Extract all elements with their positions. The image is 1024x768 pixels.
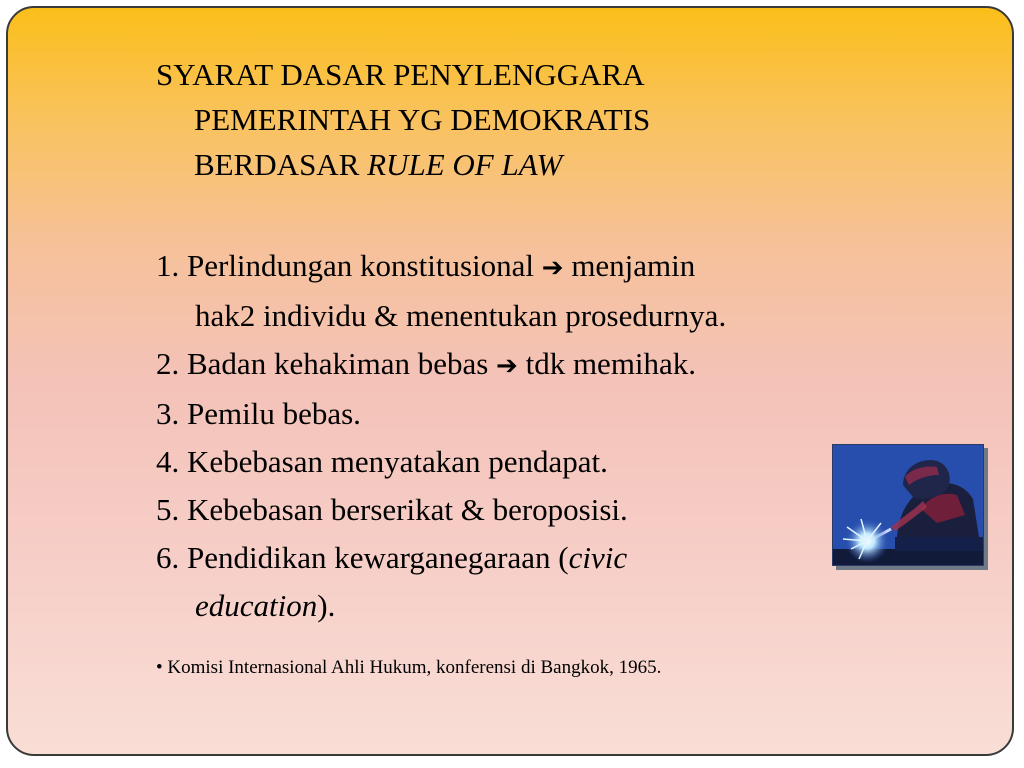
footnote-text: Komisi Internasional Ahli Hukum, konferensi di Bangkok, 1965. xyxy=(162,657,662,678)
list-item-6-continuation xyxy=(156,582,876,630)
item-6-emphasis: civic xyxy=(568,540,628,575)
arrow-icon: ➔ xyxy=(541,253,564,283)
item-3-text: 3. Pemilu bebas. xyxy=(156,396,361,431)
item-1-continuation-text: hak2 individu & menentukan prosedurnya. xyxy=(195,298,727,333)
slide-title xyxy=(156,52,876,187)
item-4-text: 4. Kebebasan menyatakan pendapat. xyxy=(156,444,608,479)
list-item-2 xyxy=(156,340,876,390)
arrow-icon: ➔ xyxy=(496,351,518,381)
item-2-text: 2. Badan kehakiman bebas xyxy=(156,346,497,381)
title-line-1: SYARAT DASAR PENYLENGGARA xyxy=(156,57,645,92)
item-2-text-end: tdk memihak. xyxy=(517,346,697,381)
footnote xyxy=(156,656,661,680)
list-item-1-continuation xyxy=(156,292,876,340)
title-line-3-prefix: BERDASAR xyxy=(194,147,368,182)
item-1-text-end: menjamin xyxy=(563,248,696,283)
requirements-list xyxy=(156,242,876,630)
list-item-3 xyxy=(156,390,876,438)
list-item-4 xyxy=(156,438,876,486)
welder-illustration xyxy=(833,445,983,565)
welder-icon xyxy=(832,444,984,566)
list-item-1 xyxy=(156,242,876,292)
title-emphasis: RULE OF LAW xyxy=(367,147,563,182)
item-5-text: 5. Kebebasan berserikat & beroposisi. xyxy=(156,492,628,527)
title-line-3 xyxy=(156,142,876,187)
item-6-continuation xyxy=(156,588,335,623)
item-1-text: 1. Perlindungan konstitusional xyxy=(156,248,542,283)
bullet-icon: • xyxy=(156,657,163,678)
title-line-2: PEMERINTAH YG DEMOKRATIS xyxy=(194,102,651,137)
item-6-text: 6. Pendidikan kewarganegaraan ( xyxy=(156,540,569,575)
list-item-6 xyxy=(156,534,876,582)
slide xyxy=(6,6,1014,756)
item-6-continuation-emphasis: education xyxy=(195,588,318,623)
item-6-continuation-text: ). xyxy=(317,588,336,623)
list-item-5 xyxy=(156,486,876,534)
